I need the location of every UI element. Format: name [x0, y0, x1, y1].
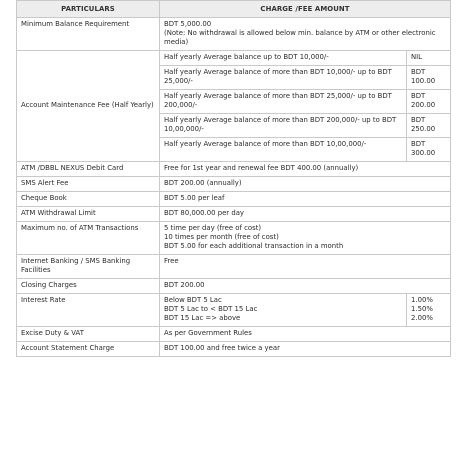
- fee-table: [16, 0, 451, 357]
- value-line: BDT 5,000.00: [164, 20, 212, 28]
- tier-desc: Half yearly Average balance of more than BDT 10,000/- up to BDT 25,000/-: [160, 66, 407, 90]
- interest-rate: 1.50%: [411, 305, 433, 313]
- row-value: Free: [160, 255, 451, 279]
- tier-fee: BDT 100.00: [407, 66, 451, 90]
- interest-range: Below BDT 5 Lac: [164, 296, 222, 304]
- row-label: Excise Duty & VAT: [17, 327, 160, 342]
- table-header-row: [17, 1, 451, 18]
- value-note: (Note: No withdrawal is allowed below min. balance by ATM or other electronic media): [164, 29, 436, 46]
- value-line: 10 times per month (free of cost): [164, 233, 279, 241]
- table-row-statement: [17, 342, 451, 357]
- tier-fee: NIL: [407, 51, 451, 66]
- table-row-debit-card: [17, 162, 451, 177]
- table-row-closing: [17, 279, 451, 294]
- row-label: Internet Banking / SMS Banking Facilities: [17, 255, 160, 279]
- table-row-min-balance: [17, 18, 451, 51]
- table-row-interest: [17, 294, 451, 327]
- row-label: Account Statement Charge: [17, 342, 160, 357]
- row-value: BDT 200.00 (annually): [160, 177, 451, 192]
- row-value: [160, 18, 451, 51]
- row-value: BDT 100.00 and free twice a year: [160, 342, 451, 357]
- table-row-atm-limit: [17, 207, 451, 222]
- row-label: ATM /DBBL NEXUS Debit Card: [17, 162, 160, 177]
- interest-range: BDT 5 Lac to < BDT 15 Lac: [164, 305, 258, 313]
- row-label: Account Maintenance Fee (Half Yearly): [17, 51, 160, 162]
- table-row-internet-banking: [17, 255, 451, 279]
- row-value: BDT 200.00: [160, 279, 451, 294]
- row-value: Free for 1st year and renewal fee BDT 400.00 (annually): [160, 162, 451, 177]
- interest-rate: 1.00%: [411, 296, 433, 304]
- row-label: Interest Rate: [17, 294, 160, 327]
- table-row-maintenance-tier: [17, 51, 451, 66]
- row-value: BDT 5.00 per leaf: [160, 192, 451, 207]
- row-label: ATM Withdrawal Limit: [17, 207, 160, 222]
- row-label: Cheque Book: [17, 192, 160, 207]
- tier-desc: Half yearly Average balance up to BDT 10,000/-: [160, 51, 407, 66]
- tier-fee: BDT 300.00: [407, 138, 451, 162]
- table-row-excise: [17, 327, 451, 342]
- table-row-sms-alert: [17, 177, 451, 192]
- tier-desc: Half yearly Average balance of more than BDT 200,000/- up to BDT 10,00,000/-: [160, 114, 407, 138]
- table-row-cheque-book: [17, 192, 451, 207]
- interest-rate: 2.00%: [411, 314, 433, 322]
- tier-desc: Half yearly Average balance of more than BDT 25,000/- up to BDT 200,000/-: [160, 90, 407, 114]
- interest-rates: [407, 294, 451, 327]
- row-label: Closing Charges: [17, 279, 160, 294]
- row-label: SMS Alert Fee: [17, 177, 160, 192]
- table-row-atm-transactions: [17, 222, 451, 255]
- row-label: Maximum no. of ATM Transactions: [17, 222, 160, 255]
- value-line: 5 time per day (free of cost): [164, 224, 262, 232]
- row-value: BDT 80,000.00 per day: [160, 207, 451, 222]
- row-value: [160, 222, 451, 255]
- tier-fee: BDT 250.00: [407, 114, 451, 138]
- tier-desc: Half yearly Average balance of more than BDT 10,00,000/-: [160, 138, 407, 162]
- interest-ranges: [160, 294, 407, 327]
- interest-range: BDT 15 Lac => above: [164, 314, 241, 322]
- row-label: Minimum Balance Requirement: [17, 18, 160, 51]
- header-charge-fee: CHARGE /FEE AMOUNT: [160, 1, 451, 18]
- tier-fee: BDT 200.00: [407, 90, 451, 114]
- row-value: As per Government Rules: [160, 327, 451, 342]
- value-line: BDT 5.00 for each additional transaction in a month: [164, 242, 344, 250]
- header-particulars: PARTICULARS: [17, 1, 160, 18]
